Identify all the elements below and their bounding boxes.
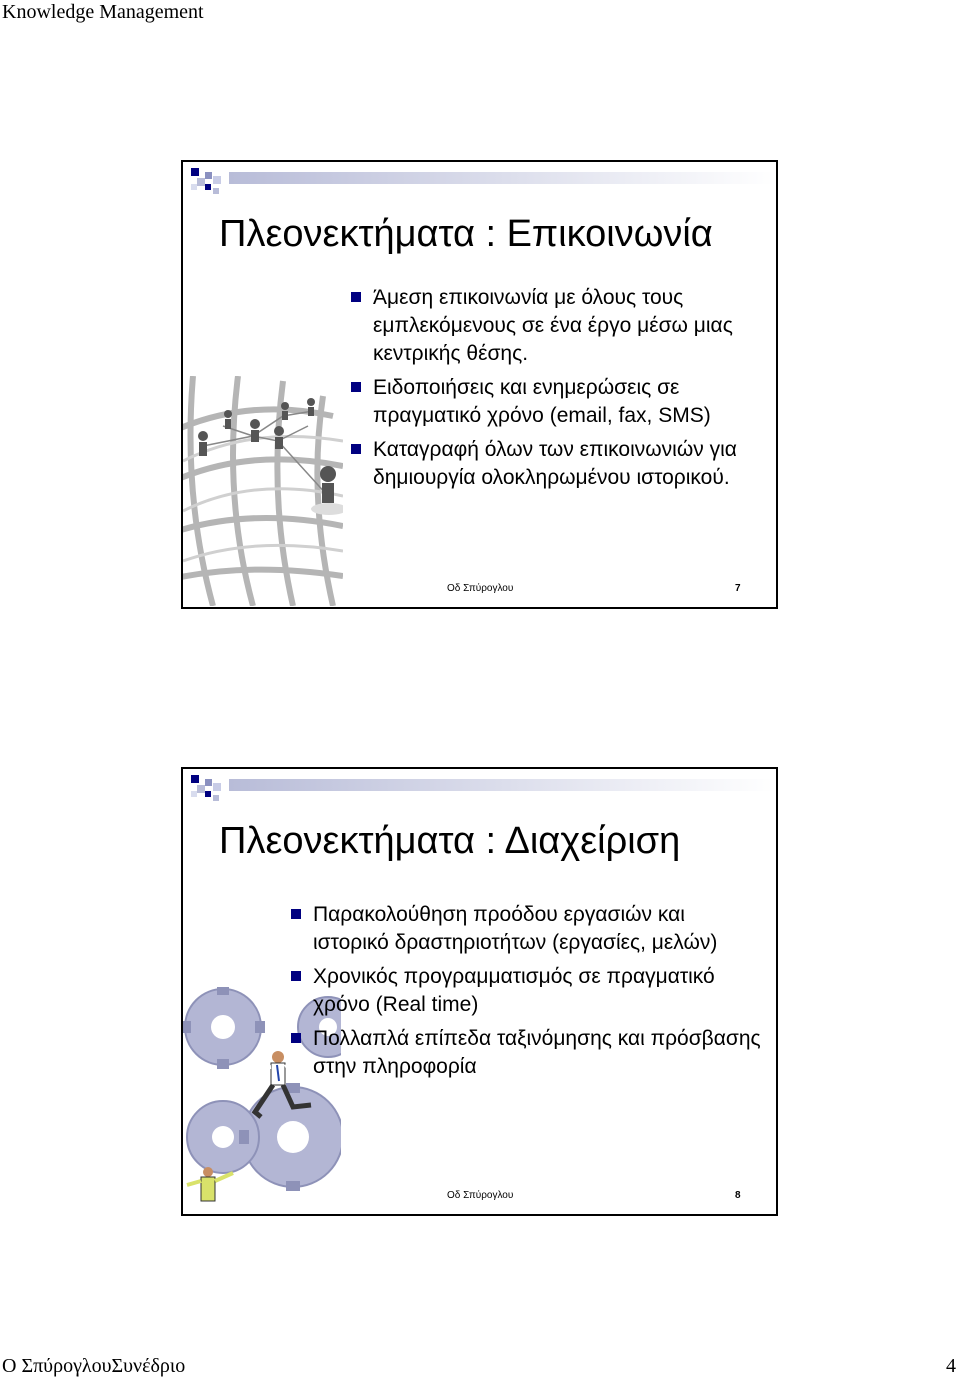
bullet-item	[351, 284, 761, 368]
bullet-item	[291, 1025, 761, 1081]
bullet-text: Ειδοποιήσεις και ενημερώσεις σε πραγματικό χρόνο (email, fax, SMS)	[373, 376, 711, 427]
slide-title: Πλεονεκτήματα : Διαχείριση	[219, 820, 681, 862]
slide-title: Πλεονεκτήματα : Επικοινωνία	[219, 213, 713, 255]
square-bullet-icon	[291, 1033, 301, 1043]
square-bullet-icon	[291, 909, 301, 919]
square-bullet-icon	[291, 971, 301, 981]
page-number: 4	[946, 1355, 956, 1377]
slide-corner-decoration	[183, 769, 776, 809]
slide-number: 8	[735, 1190, 741, 1201]
slide-number: 7	[735, 583, 741, 594]
bullet-text: Παρακολούθηση προόδου εργασιών και ιστορικό δραστηριοτήτων (εργασίες, μελών)	[313, 903, 718, 954]
bullet-item	[291, 963, 761, 1019]
page-footer-left: Ο ΣπύρογλουΣυνέδριο	[2, 1355, 186, 1377]
square-bullet-icon	[351, 292, 361, 302]
bullet-list	[351, 284, 761, 498]
bullet-list	[291, 901, 761, 1087]
slide-footer	[183, 1188, 776, 1204]
bullet-item	[351, 436, 761, 492]
square-bullet-icon	[351, 382, 361, 392]
page-header: Knowledge Management	[2, 1, 204, 23]
bullet-item	[291, 901, 761, 957]
globe-network-illustration	[183, 376, 343, 606]
bullet-text: Άμεση επικοινωνία με όλους τους εμπλεκόμενους σε ένα έργο μέσω μιας κεντρικής θέσης.	[373, 286, 733, 365]
slide-7	[181, 160, 778, 609]
square-bullet-icon	[351, 444, 361, 454]
bullet-text: Χρονικός προγραμματισμός σε πραγματικό χρόνο (Real time)	[313, 965, 715, 1016]
slide-author: Οδ Σπύρογλου	[447, 1190, 514, 1201]
bullet-item	[351, 374, 761, 430]
bullet-text: Καταγραφή όλων των επικοινωνιών για δημιουργία ολοκληρωμένου ιστορικού.	[373, 438, 737, 489]
bullet-text: Πολλαπλά επίπεδα ταξινόμησης και πρόσβασης στην πληροφορία	[313, 1027, 761, 1078]
slide-corner-decoration	[183, 162, 776, 202]
slide-footer	[183, 581, 776, 597]
slide-8	[181, 767, 778, 1216]
slide-author: Οδ Σπύρογλου	[447, 583, 514, 594]
